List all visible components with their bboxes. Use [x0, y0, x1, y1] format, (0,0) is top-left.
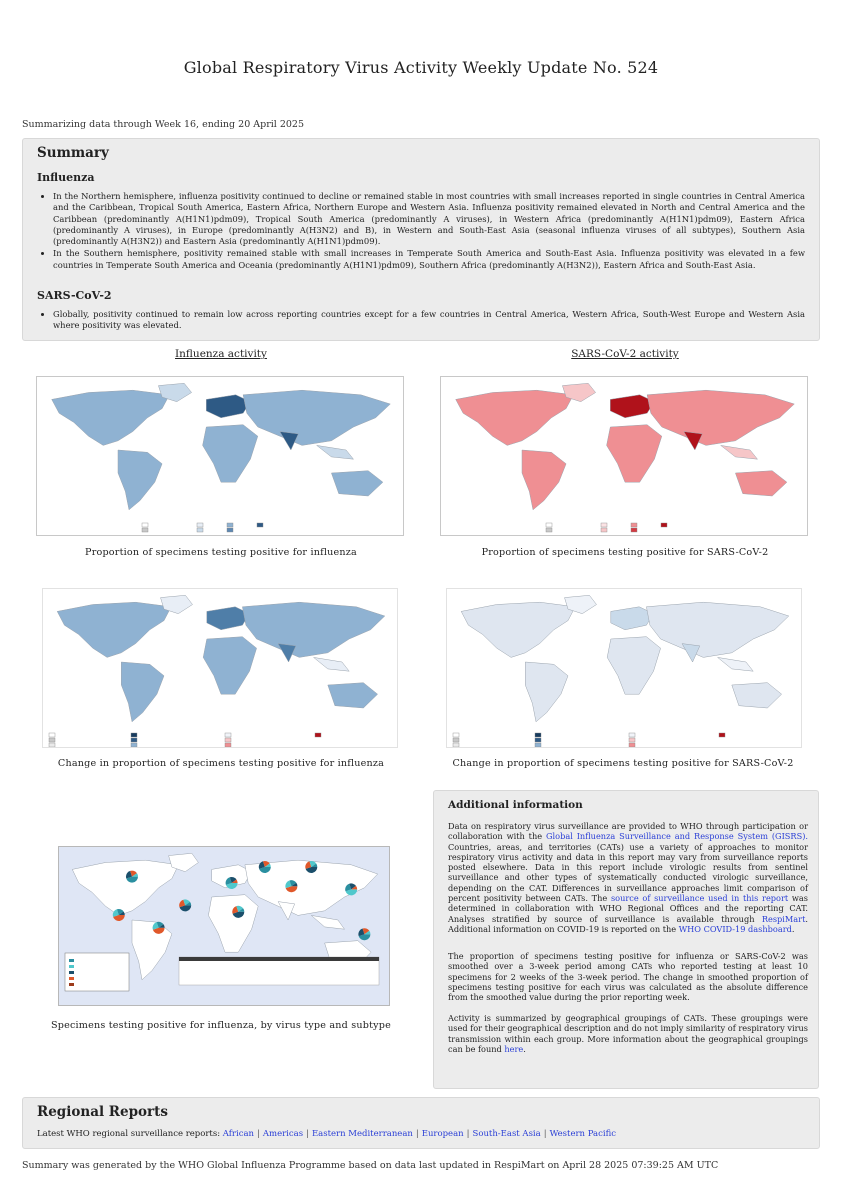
respimart-link[interactable]: RespiMart: [761, 913, 806, 924]
regional-reports-panel: [22, 1097, 820, 1149]
subtype-data-table: [179, 957, 379, 985]
covid-dashboard-link[interactable]: WHO COVID-19 dashboard: [678, 923, 792, 934]
additional-text: .: [791, 923, 795, 934]
continent-asia: [243, 390, 390, 445]
regional-link-americas[interactable]: Americas: [262, 1129, 304, 1139]
regional-link-western-pacific[interactable]: Western Pacific: [549, 1129, 617, 1139]
continent-australia: [732, 683, 782, 708]
geographical-groupings-link[interactable]: here: [504, 1043, 524, 1054]
caption-subtype: Specimens testing positive for influenza, by virus type and subtype: [50, 1020, 392, 1031]
influenza-bullets: [53, 191, 805, 272]
caption-sars-positive: Proportion of specimens testing positive for SARS-CoV-2: [481, 547, 769, 558]
caption-flu-change: Change in proportion of specimens testing positive for influenza: [57, 758, 385, 769]
influenza-bullet-1: • In the Northern hemisphere, influenza positivity continued to decline or remained stable in most countries with small increases reported in single countries in Central America and the Caribbean, Tropical South America, Eastern Africa, Northern Europe and Western Asia. Influenza positivity remained elevated in North and Central America and the Caribbean (predominantly A(H1N1)pdm09), Tropical South America (predominantly A viruses), in Western Africa (predominantly A(H1N1)pdm09), Eastern Africa (predominantly A viruses), in Europe (predominantly A(H3N2) and B), in Western and South-East Asia (seasonal influenza viruses of all subtypes), Southern Asia (predominantly A(H3N2)) and Eastern Asia (predominantly A(H1N1)pdm09).: [53, 191, 805, 247]
caption-flu-positive: Proportion of specimens testing positive for influenza: [85, 547, 357, 558]
continent-se-asia: [317, 445, 354, 459]
continent-australia: [735, 471, 787, 496]
caption-sars-change: Change in proportion of specimens testing positive for SARS-CoV-2: [452, 758, 794, 769]
influenza-bullet-2: • In the Southern hemisphere, positivity remained stable with small increases in Temperate South America and South-East Asia. Influenza positivity was elevated in a few countries in Temperate South America and Oceania (predominantly A(H1N1)pdm09), Southern Africa (predominantly A(H3N2)), Eastern Africa and South-East Asia.: [53, 248, 805, 271]
influenza-heading: Influenza: [37, 171, 95, 184]
continent-africa: [607, 425, 662, 483]
page-title: Global Respiratory Virus Activity Weekly Update No. 524: [183, 58, 659, 77]
page-subtitle: Summarizing data through Week 16, ending 20 April 2025: [22, 119, 305, 130]
regional-link-african[interactable]: African: [222, 1129, 255, 1139]
continent-south-america: [118, 450, 162, 510]
continent-australia: [331, 471, 383, 496]
continent-africa: [203, 425, 258, 483]
additional-paragraph-3: [448, 1013, 808, 1054]
summary-panel: [22, 138, 820, 341]
continent-asia: [646, 602, 788, 657]
continent-north-america: [57, 602, 171, 657]
sars-bullet-1: • Globally, positivity continued to remain low across reporting countries except for a few countries in Central America, Western Africa, South-West Europe and Western Asia where positivity was elevated.: [53, 309, 805, 332]
additional-text: Activity is summarized by geographical groupings of CATs. These groupings were used for their geographical description and do not imply similarity of respiratory virus transmission within each group. More information about the geographical groupings can be found: [448, 1013, 808, 1054]
additional-paragraph-2: The proportion of specimens testing positive for influenza or SARS-CoV-2 was smoothed over a 3-week period among CATs who reported testing at least 10 specimens for 2 weeks of the 3-week period. The change in smoothed proportion of specimens testing positive for each virus was calculated as the absolute difference from the smoothed value during the prior reporting week.: [448, 951, 808, 1003]
continent-se-asia: [718, 657, 754, 671]
continent-australia: [328, 683, 378, 708]
regional-links-line: Latest WHO regional surveillance reports: African | Americas | Eastern Mediterranean | European | South-East Asia | Western Pacific: [37, 1129, 617, 1139]
additional-text: .: [523, 1043, 526, 1054]
additional-text: . Additional information on COVID-19 is reported on the: [448, 913, 808, 934]
additional-text: Countries, areas, and territories (CATs) use a variety of approaches to monitor respiratory virus activity and data in this report may vary from surveillance reports posted elsewhere. Data in this report include virologic results from sentinel surveillance and other types of systematically conducted virologic surveillance, depending on the CAT. Differences in surveillance approaches limit comparison of percent positivity between CATs. The: [448, 841, 808, 904]
additional-information-heading: Additional information: [448, 799, 583, 811]
continent-south-america: [522, 450, 566, 510]
regional-link-south-east-asia[interactable]: South-East Asia: [472, 1129, 541, 1139]
regional-link-european[interactable]: European: [421, 1129, 464, 1139]
influenza-change-map: [42, 588, 398, 748]
sars-heading: SARS-CoV-2: [37, 289, 112, 302]
continent-north-america: [52, 390, 170, 445]
world-map-subtype: [59, 847, 390, 1006]
regional-link-eastern-mediterranean[interactable]: Eastern Mediterranean: [311, 1129, 413, 1139]
continent-north-america: [456, 390, 574, 445]
additional-text: Data on respiratory virus surveillance are provided to WHO through participation or collaboration with the: [448, 821, 808, 842]
additional-text: was determined in collaboration with WHO Regional Offices and the reporting CAT. Analyses stratified by source of surveillance is available through: [448, 893, 808, 924]
influenza-positivity-map: [36, 376, 404, 536]
influenza-activity-heading: Influenza activity: [175, 348, 267, 360]
continent-se-asia: [314, 657, 350, 671]
continent-north-america: [461, 602, 575, 657]
world-map-sars-change: [447, 589, 802, 748]
sars-bullets: [53, 309, 805, 333]
world-map-flu-positive: [37, 377, 404, 536]
world-map-sars-positive: [441, 377, 808, 536]
sars-activity-heading: SARS-CoV-2 activity: [571, 348, 679, 360]
surveillance-source-link[interactable]: source of surveillance used in this report: [610, 893, 789, 904]
page-footer: Summary was generated by the WHO Global Influenza Programme based on data last updated in RespiMart on April 28 2025 07:39:25 AM UTC: [22, 1160, 719, 1171]
additional-paragraph-1: [448, 821, 808, 934]
continent-asia: [647, 390, 794, 445]
regional-label: Latest WHO regional surveillance reports:: [37, 1129, 221, 1139]
world-map-flu-change: [43, 589, 398, 748]
continent-south-america: [121, 662, 164, 722]
sars-change-map: [446, 588, 802, 748]
sars-positivity-map: [440, 376, 808, 536]
continent-africa: [203, 637, 256, 695]
continent-africa: [607, 637, 660, 695]
continent-south-america: [525, 662, 568, 722]
subtype-legend-box: [65, 953, 129, 991]
regional-reports-heading: Regional Reports: [37, 1104, 168, 1120]
additional-information-panel: [433, 790, 819, 1089]
influenza-subtype-map: [58, 846, 390, 1006]
continent-asia: [242, 602, 384, 657]
continent-se-asia: [721, 445, 758, 459]
summary-heading: Summary: [37, 145, 109, 161]
gisrs-link[interactable]: Global Influenza Surveillance and Response System (GISRS).: [545, 831, 808, 842]
